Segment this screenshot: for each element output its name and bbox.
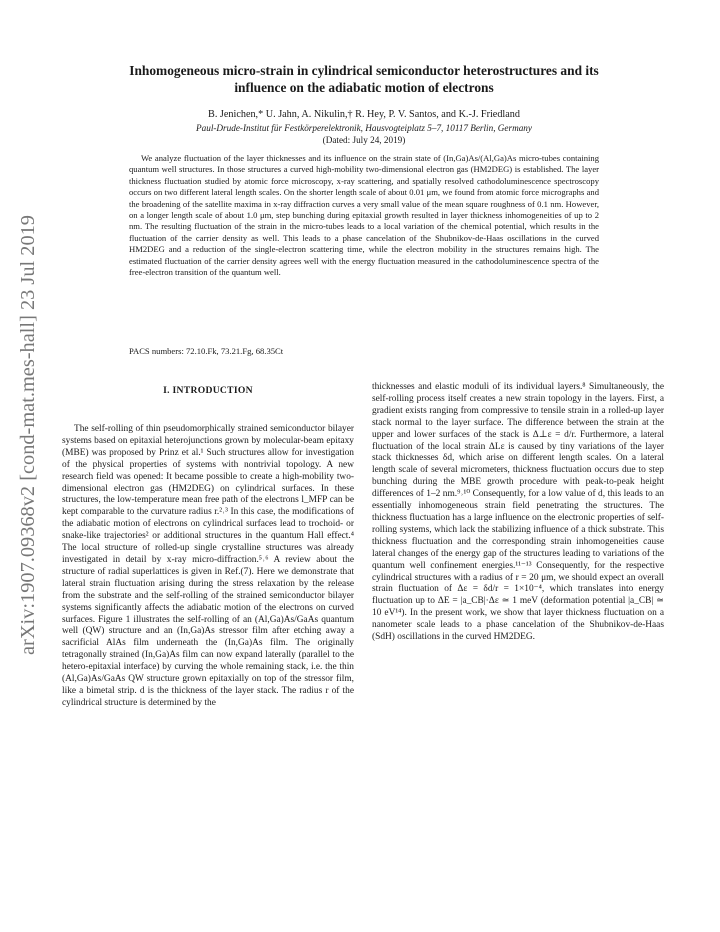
dated-line: (Dated: July 24, 2019) [322, 135, 406, 145]
abstract: We analyze fluctuation of the layer thicknesses and its influence on the strain state of (In,Ga)As/(Al,Ga)As micro-tubes containing quantum well structures. In those structures a curved high-mobility two-dimensional electron gas (HM2DEG) is established. The layer thickness fluctuation studied by atomic force microscopy, x-ray scattering, and spatially resolved cathodoluminescence spectroscopy occurs on two different lateral length scales. On the shorter length scale of about 0.01 μm, we found from atomic force micrographs and the broadening of the satellite maxima in x-ray diffraction curves a very small value of the mean square roughness of 0.1 nm. However, on a longer length scale of about 1.0 μm, step bunching during epitaxial growth resulted in layer thickness inhomogeneities of up to 2 nm. The resulting fluctuation of the strain in the micro-tubes leads to a local variation of the chemical potential, which results in the fluctuation of the carrier density as well. This leads to a phase cancelation of the Shubnikov-de-Haas oscillations in the curved HM2DEG and a reduction of the single-electron scattering time, while the electron mobility in the structures remains high. The estimated fluctuation of the carrier density agrees well with the energy fluctuation measured in the cathodoluminescence spectra of the free-electron transition of the quantum well. [129, 153, 599, 278]
affiliation: Paul-Drude-Institut für Festkörperelektronik, Hausvogteiplatz 5–7, 10117 Berlin, Germany [196, 123, 532, 133]
body-column-left: The self-rolling of thin pseudomorphically strained semiconductor bilayer systems based on epitaxial heterojunctions grown by molecular-beam epitaxy (MBE) was proposed by Prinz et al.¹ Such structures allow for investigation of the physical properties of systems with nontrivial topology. A new research field was opened: It became possible to create a high-mobility two-dimensional electron gas (HM2DEG) on cylindrical surfaces. In these structures, the low-temperature mean free path of the electrons l_MFP can be kept comparable to the curvature radius r.²˒³ In this case, the modifications of the adiabatic motion of electrons on cylindrical surfaces lead to trochoid- or snake-like trajectories² or additional structures in the quantum Hall effect.⁴ The local structure of rolled-up single crystalline structures was already investigated in detail by x-ray micro-diffraction.⁵˒⁶ A review about the structure of radial superlattices is given in Ref.(7). Here we demonstrate that lateral strain fluctuation arising during the stress relaxation by the release from the substrate and the self-rolling of the strained semiconductor bilayer systems significantly affects the adiabatic motion of the electrons on curved surfaces. Figure 1 illustrates the self-rolling of an (Al,Ga)As/GaAs quantum well (QW) structure and an (In,Ga)As stressor film after etching away a sacrificial AlAs film underneath the (In,Ga)As film. The originally tetragonally strained (In,Ga)As film can now expand laterally (parallel to the hetero-epitaxial interface) by curving the whole remaining stack, i.e. the thin (Al,Ga)As/GaAs QW structure grown epitaxially on top of the stressor film, like a bimetal strip. d is the thickness of the layer stack. The radius r of the cylindrical structure is determined by the [62, 424, 354, 708]
title-line-1: Inhomogeneous micro-strain in cylindrical semiconductor heterostructures and its [129, 63, 599, 78]
title-line-2: influence on the adiabatic motion of electrons [234, 80, 494, 95]
section-heading-introduction: I. INTRODUCTION [163, 385, 253, 396]
pacs-numbers: PACS numbers: 72.10.Fk, 73.21.Fg, 68.35Ct [129, 346, 284, 356]
arxiv-id-text: arXiv:1907.09368v2 [cond-mat.mes-hall] 23 Jul 2019 [18, 233, 39, 655]
author-list: B. Jenichen,* U. Jahn, A. Nikulin,† R. Hey, P. V. Santos, and K.-J. Friedland [208, 109, 520, 120]
body-column-right: thicknesses and elastic moduli of its individual layers.⁸ Simultaneously, the self-rolling process itself creates a new strain topology in the layers. First, a gradient exists ranging from compressive to tensile strain in a rolled-up layer stack normal to the layer surface. The difference between the strain at the upper and lower surfaces of the stack is Δ⊥ε = d/r. Furthermore, a lateral fluctuation of the local strain ΔLε is caused by tiny variations of the layer stack thicknesses δd, which arise on different length scales. On a lateral length scale of several micrometers, thickness fluctuation occurs due to step bunching during the MBE growth procedure with peak-to-peak height differences of 1–2 nm.⁹˒¹⁰ Consequently, for a low value of d, this leads to an essentially inhomogeneous strain field penetrating the structures. The thickness fluctuation has a large influence on the electronic properties of self-rolling systems, which lack the stabilizing influence of a thick substrate. This thickness fluctuation and the corresponding strain inhomogeneities cause lateral changes of the energy gap of the structures leading to variations of the quantum well confinement energies.¹¹⁻¹³ Consequently, for the respective cylindrical structures with a radius of r = 20 μm, we should expect an overall strain fluctuation of Δε = δd/r = 1×10⁻⁴, which translates into energy fluctuation up to ΔE = |a_CB|·Δε ≃ 1 meV (deformation potential |a_CB| ≃ 10 eV¹⁴). In the present work, we show that layer thickness fluctuation on a nanometer scale leads to a phase cancelation of the Shubnikov-de-Haas (SdH) oscillations in the curved HM2DEG. [372, 382, 664, 643]
paper-title [80, 62, 648, 96]
arxiv-identifier-stamp [12, 210, 42, 660]
